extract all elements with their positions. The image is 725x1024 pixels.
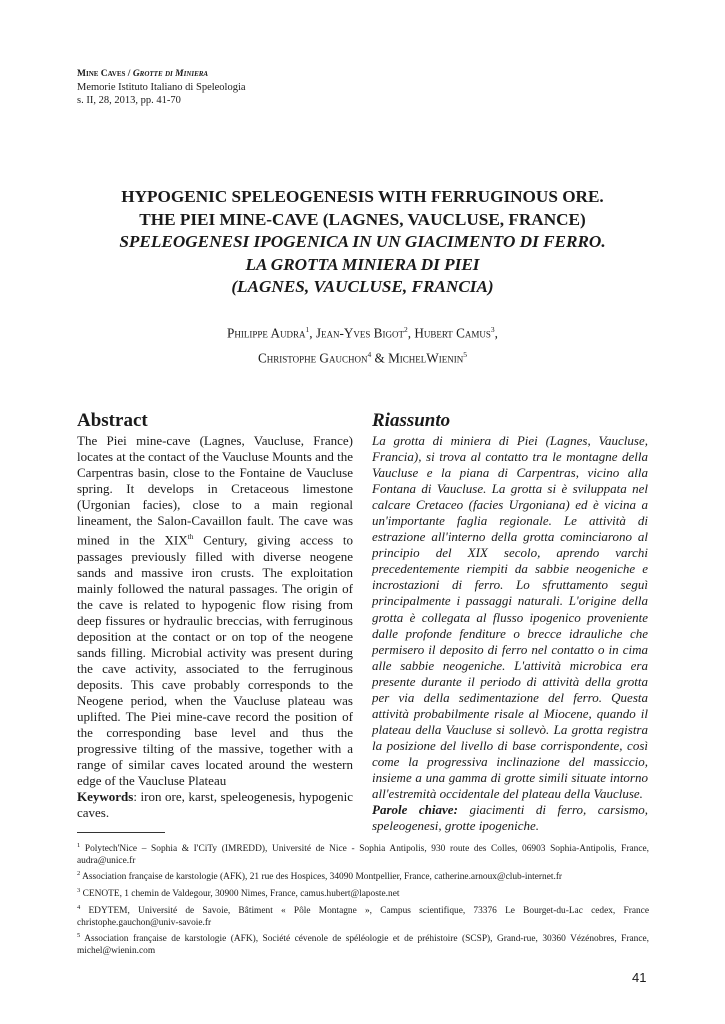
author-ampersand: & [371,350,389,366]
page-number: 41 [632,970,647,985]
keywords-list: : iron ore, karst, speleogenesis, hypogenic caves. [77,789,353,821]
footnote-3 [77,885,649,901]
journal-header [77,68,246,107]
footnote-divider [77,832,165,833]
riassunto-heading: Riassunto [372,410,451,431]
author-affiliation-mark: 3 [490,325,495,334]
author-affiliation-mark: 4 [367,350,372,360]
title-it-line-3: (LAGNES, VAUCLUSE, FRANCIA) [231,277,494,297]
author-name: Christophe Gauchon [258,350,368,366]
author-separator: , [494,325,498,341]
keywords-label: Parole chiave: [372,802,458,818]
footnote-text: CENOTE, 1 chemin de Valdegour, 30900 Nimes, France, camus.hubert@laposte.net [80,889,400,900]
paper-title [60,186,665,299]
footnote-text: Association française de karstologie (AFK), 21 rue des Hospices, 34090 Montpellier, France, catherine.arnoux@club-internet.fr [80,872,563,883]
authors-line-2 [60,344,665,369]
footnote-2 [77,868,649,884]
footnote-4 [77,902,649,930]
footnote-text: Association française de karstologie (AFK), Société cévenole de spéléologie et de préhistoire (SCSP), Grand-rue, 30360 Vézénobres, France, michel@wienin.com [77,934,649,956]
footnote-1 [77,840,649,868]
footnotes [77,840,649,958]
title-it-line-1: SPELEOGENESI IPOGENICA IN UN GIACIMENTO DI FERRO. [119,232,606,252]
author-name: Jean-Yves Bigot [315,325,404,341]
author-separator: , [407,325,415,341]
footnote-marker: 3 [77,886,81,894]
abstract-heading: Abstract [77,410,148,431]
authors-line-1 [60,319,665,344]
series-separator: / [125,69,133,79]
footnote-marker: 4 [77,903,81,911]
abstract-keywords [77,789,353,821]
series-name-it: Grotte di Miniera [132,69,209,79]
author-affiliation-mark: 1 [305,325,310,334]
riassunto-section [372,410,648,834]
title-it-line-2: LA GROTTA MINIERA DI PIEI [245,254,480,274]
footnote-marker: 2 [77,870,81,878]
author-affiliation-mark: 5 [463,350,467,360]
title-en-line-1: HYPOGENIC SPELEOGENESIS WITH FERRUGINOUS ORE. [121,187,604,206]
abstract-text-part: Century, giving access to passages previously filled with diverse neogene sands and massive iron crusts. The exploitation mainly followed the natural passages. The origin of the cave is related to hypogenic flow rising from deep fissures or hydraulic breccias, with ferruginous deposition at the contact or on top of the neogene sands filling. Microbial activity was present during the cave activity, associated to the ferruginous deposits. This cave probably corresponds to the Neogene period, when the Vaucluse plateau was uplifted. The Piei mine-cave record the position of the corresponding base level and thus the progressive tilting of the massive, together with a range of similar caves located around the western edge of the Vaucluse Plateau [77,532,353,789]
journal-name: Memorie Istituto Italiano di Speleologia [77,82,246,93]
title-en-line-2: THE PIEI MINE-CAVE (LAGNES, VAUCLUSE, FRANCE) [139,209,586,229]
abstract-text [77,433,353,789]
author-name: MichelWienin [388,350,464,366]
keywords-list: giacimenti di ferro, carsismo, speleogenesi, grotte ipogeniche. [372,802,648,834]
author-separator: , [309,325,316,341]
abstract-section [77,410,353,821]
ordinal-superscript: th [187,532,194,542]
abstract-text-part: The Piei mine-cave (Lagnes, Vaucluse, France) locates at the contact of the Vaucluse Mounts and the Carpentras basin, close to the Fontaine de Vaucluse spring. It develops in Cretaceous limestone (Urgonian facies), close to a main regional lineament, the Salon-Cavaillon fault. The cave was mined in the XIX [77,433,353,548]
series-name-en: Mine Caves [77,69,126,79]
footnote-marker: 1 [77,842,81,849]
footnote-marker: 5 [77,931,81,939]
series-title [77,68,246,81]
keywords-label: Keywords [77,789,134,805]
footnote-text: EDYTEM, Université de Savoie, Bâtiment « Pôle Montagne », Campus scientifique, 73376 Le Bourget-du-Lac cedex, France christophe.gauchon@univ-savoie.fr [77,905,649,928]
footnote-text: Polytech'Nice – Sophia & I'CiTy (IMREDD), Université de Nice - Sophia Antipolis, 930 route des Colles, 06903 Sophia-Antipolis, France, audra@unice.fr [77,844,649,867]
author-name: Philippe Audra [227,325,306,341]
author-affiliation-mark: 2 [403,325,408,334]
journal-volume: s. II, 28, 2013, pp. 41-70 [77,95,181,106]
riassunto-text: La grotta di miniera di Piei (Lagnes, Vaucluse, Francia), si trova al contatto tra le montagne della Vaucluse e la piana di Carpentras, vicino alla Fontana di Vaucluse. La grotta si è sviluppata nel calcare Cretaceo (facies Urgoniana) ed è vicina a un'importante faglia regionale. Le attività di estrazione all'interno della grotta cominciarono al principio del XIX secolo, aprendo varchi precedentemente riempiti da sabbie neogeniche e incrostazioni di ferro. Lo sfruttamento seguì principalmente i passaggi naturali. L'origine della grotta è collegata al flusso ipogenico proveniente dalle profonde fenditure o brecce idrauliche che permisero il deposito di ferro nel contatto o in cima alle sabbie neogeniche. L'attività microbica era presente durante il periodo di attività della grotta per via della sedimentazione del ferro. Questa attività probabilmente risale al Miocene, quando il plateau della Vaucluse si sollevò. La grotta registra la posizione del livello di base corrispondente, così come la progressiva inclinazione del massiccio, insieme a una gamma di grotte simili situate intorno all'estremità occidentale del plateau della Vaucluse. [372,433,648,802]
footnote-5 [77,930,649,958]
author-name: Hubert Camus [414,325,491,341]
author-list [60,319,665,370]
riassunto-keywords [372,802,648,834]
